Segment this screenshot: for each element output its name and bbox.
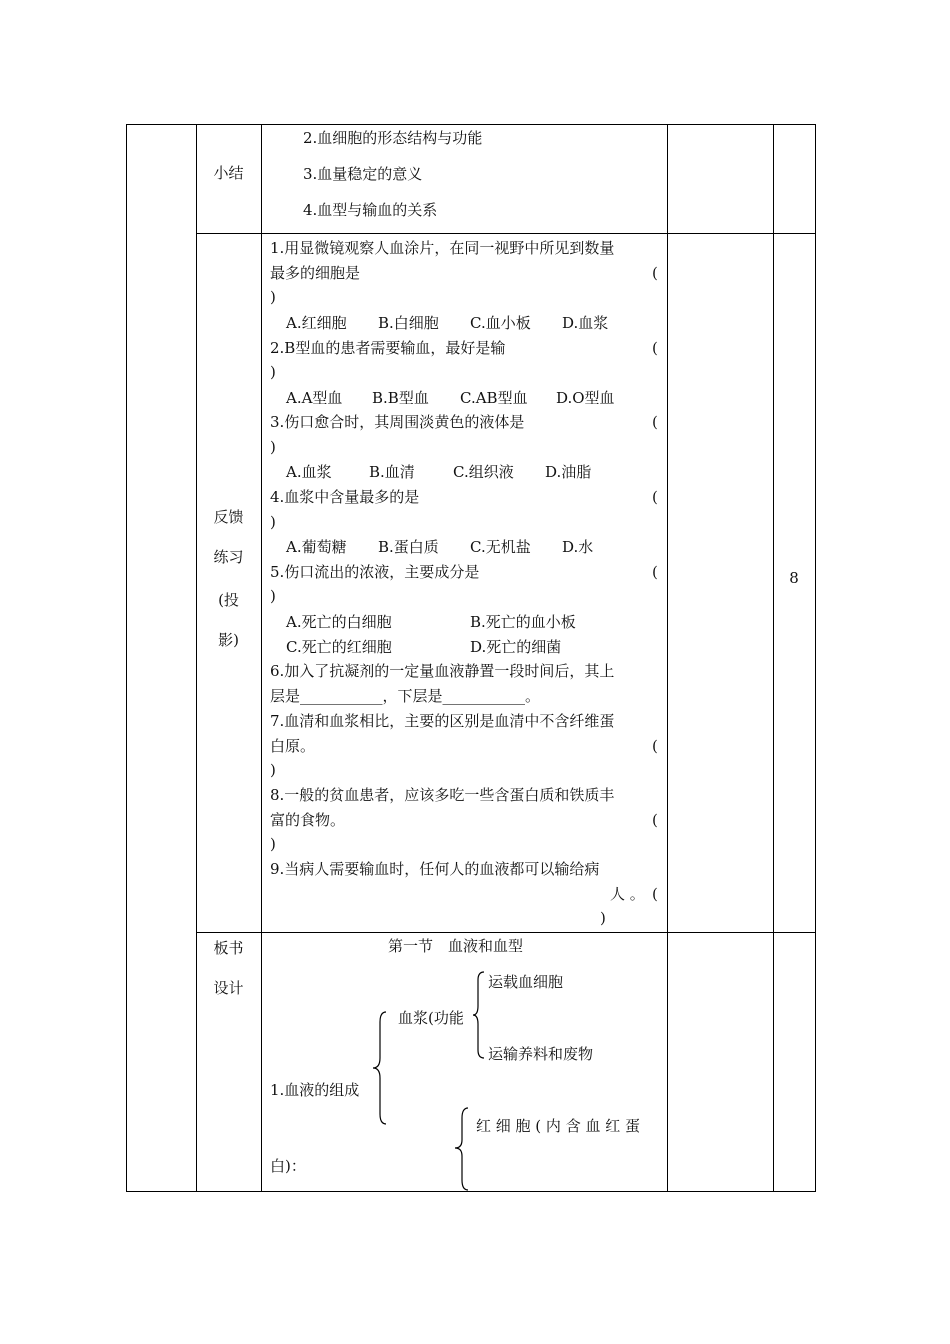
q8-text-line-1: 8.一般的贫血患者，应该多吃一些含蛋白质和铁质丰 — [270, 786, 615, 804]
q4-option-b: B.蛋白质 — [378, 538, 439, 556]
summary-item-3: 4.血型与输血的关系 — [303, 201, 438, 219]
board-blood-composition: 1.血液的组成 — [270, 1081, 360, 1099]
q3-paren-close: ) — [270, 438, 276, 456]
q7-text-line-1: 7.血清和血浆相比，主要的区别是血清中不含纤维蛋 — [270, 712, 615, 730]
q5-option-c: C.死亡的红细胞 — [286, 638, 392, 656]
q1-option-b: B.白细胞 — [378, 314, 439, 332]
q6-text-line-2: 层是___________，下层是___________。 — [270, 687, 541, 705]
row-divider-feedback — [196, 932, 816, 933]
summary-item-2: 3.血量稳定的意义 — [303, 165, 423, 183]
q9-paren-open: ( — [652, 885, 658, 903]
q3-option-b: B.血清 — [369, 463, 415, 481]
row-divider-summary — [196, 233, 816, 234]
brace-plasma-functions — [472, 970, 486, 1060]
q3-paren-open: ( — [652, 413, 658, 431]
board-plasma: 血浆(功能 — [398, 1009, 464, 1027]
q2-option-a: A.A型血 — [286, 389, 343, 407]
col-divider-1 — [196, 124, 197, 1192]
feedback-label-line-4: 影) — [218, 631, 239, 649]
q1-text-line-2: 最多的细胞是 — [270, 264, 361, 282]
board-title: 第一节 血液和血型 — [388, 937, 524, 955]
q9-paren-close: ) — [600, 909, 606, 927]
q2-option-d: D.O型血 — [556, 389, 615, 407]
q8-paren-close: ) — [270, 835, 276, 853]
col-divider-4 — [773, 124, 774, 1192]
board-plasma-function-2: 运输养料和废物 — [488, 1045, 594, 1063]
summary-label: 小结 — [213, 164, 244, 182]
q7-text-line-2: 白原。 — [270, 737, 316, 755]
board-plasma-function-1: 运载血细胞 — [488, 973, 564, 991]
q2-option-b: B.B型血 — [372, 389, 429, 407]
q2-text-line-1: 2.B型血的患者需要输血，最好是输 — [270, 339, 506, 357]
q4-paren-close: ) — [270, 513, 276, 531]
board-rbc-line-2: 白)： — [270, 1157, 306, 1175]
q7-paren-open: ( — [652, 737, 658, 755]
q1-option-d: D.血浆 — [562, 314, 609, 332]
q3-option-c: C.组织液 — [453, 463, 514, 481]
q9-text-line-1: 9.当病人需要输血时，任何人的血液都可以输给病 — [270, 860, 600, 878]
q5-text-line-1: 5.伤口流出的浓液，主要成分是 — [270, 563, 480, 581]
q2-option-c: C.AB型血 — [460, 389, 528, 407]
q8-paren-open: ( — [652, 811, 658, 829]
q1-option-a: A.红细胞 — [286, 314, 347, 332]
feedback-label-line-1: 反馈 — [213, 508, 244, 526]
feedback-label-line-3: (投 — [218, 591, 239, 609]
q5-paren-close: ) — [270, 587, 276, 605]
board-label-line-1: 板书 — [213, 939, 244, 957]
q4-text-line-1: 4.血浆中含量最多的是 — [270, 488, 420, 506]
q7-paren-close: ) — [270, 761, 276, 779]
q5-option-a: A.死亡的白细胞 — [286, 613, 392, 631]
q4-option-c: C.无机盐 — [470, 538, 531, 556]
q3-text-line-1: 3.伤口愈合时，其周围淡黄色的液体是 — [270, 413, 525, 431]
summary-item-1: 2.血细胞的形态结构与功能 — [303, 129, 483, 147]
q3-option-d: D.油脂 — [545, 463, 592, 481]
table-top-border — [126, 124, 816, 125]
table-right-border — [815, 124, 816, 1192]
q4-option-d: D.水 — [562, 538, 594, 556]
q9-text-line-2: 人 。 — [610, 885, 645, 903]
q5-option-d: D.死亡的细菌 — [470, 638, 562, 656]
q1-option-c: C.血小板 — [470, 314, 531, 332]
q1-paren-close: ) — [270, 288, 276, 306]
q2-paren-open: ( — [652, 339, 658, 357]
table-bottom-border — [126, 1191, 816, 1192]
q5-paren-open: ( — [652, 563, 658, 581]
table-left-border — [126, 124, 127, 1192]
q8-text-line-2: 富的食物。 — [270, 811, 346, 829]
q1-paren-open: ( — [652, 264, 658, 282]
q4-option-a: A.葡萄糖 — [286, 538, 347, 556]
q3-option-a: A.血浆 — [286, 463, 332, 481]
q1-text-line-1: 1.用显微镜观察人血涂片，在同一视野中所见到数量 — [270, 239, 615, 257]
col-divider-2 — [261, 124, 262, 1192]
q4-paren-open: ( — [652, 488, 658, 506]
board-label-line-2: 设计 — [213, 979, 244, 997]
q6-text-line-1: 6.加入了抗凝剂的一定量血液静置一段时间后，其上 — [270, 662, 615, 680]
brace-blood-cells — [454, 1106, 470, 1192]
feedback-time: 8 — [789, 569, 799, 587]
q2-paren-close: ) — [270, 363, 276, 381]
board-rbc-line-1: 红 细 胞 ( 内 含 血 红 蛋 — [476, 1117, 640, 1135]
brace-blood-composition — [372, 1010, 388, 1126]
feedback-label-line-2: 练习 — [213, 548, 244, 566]
col-divider-3 — [667, 124, 668, 1192]
q5-option-b: B.死亡的血小板 — [470, 613, 576, 631]
